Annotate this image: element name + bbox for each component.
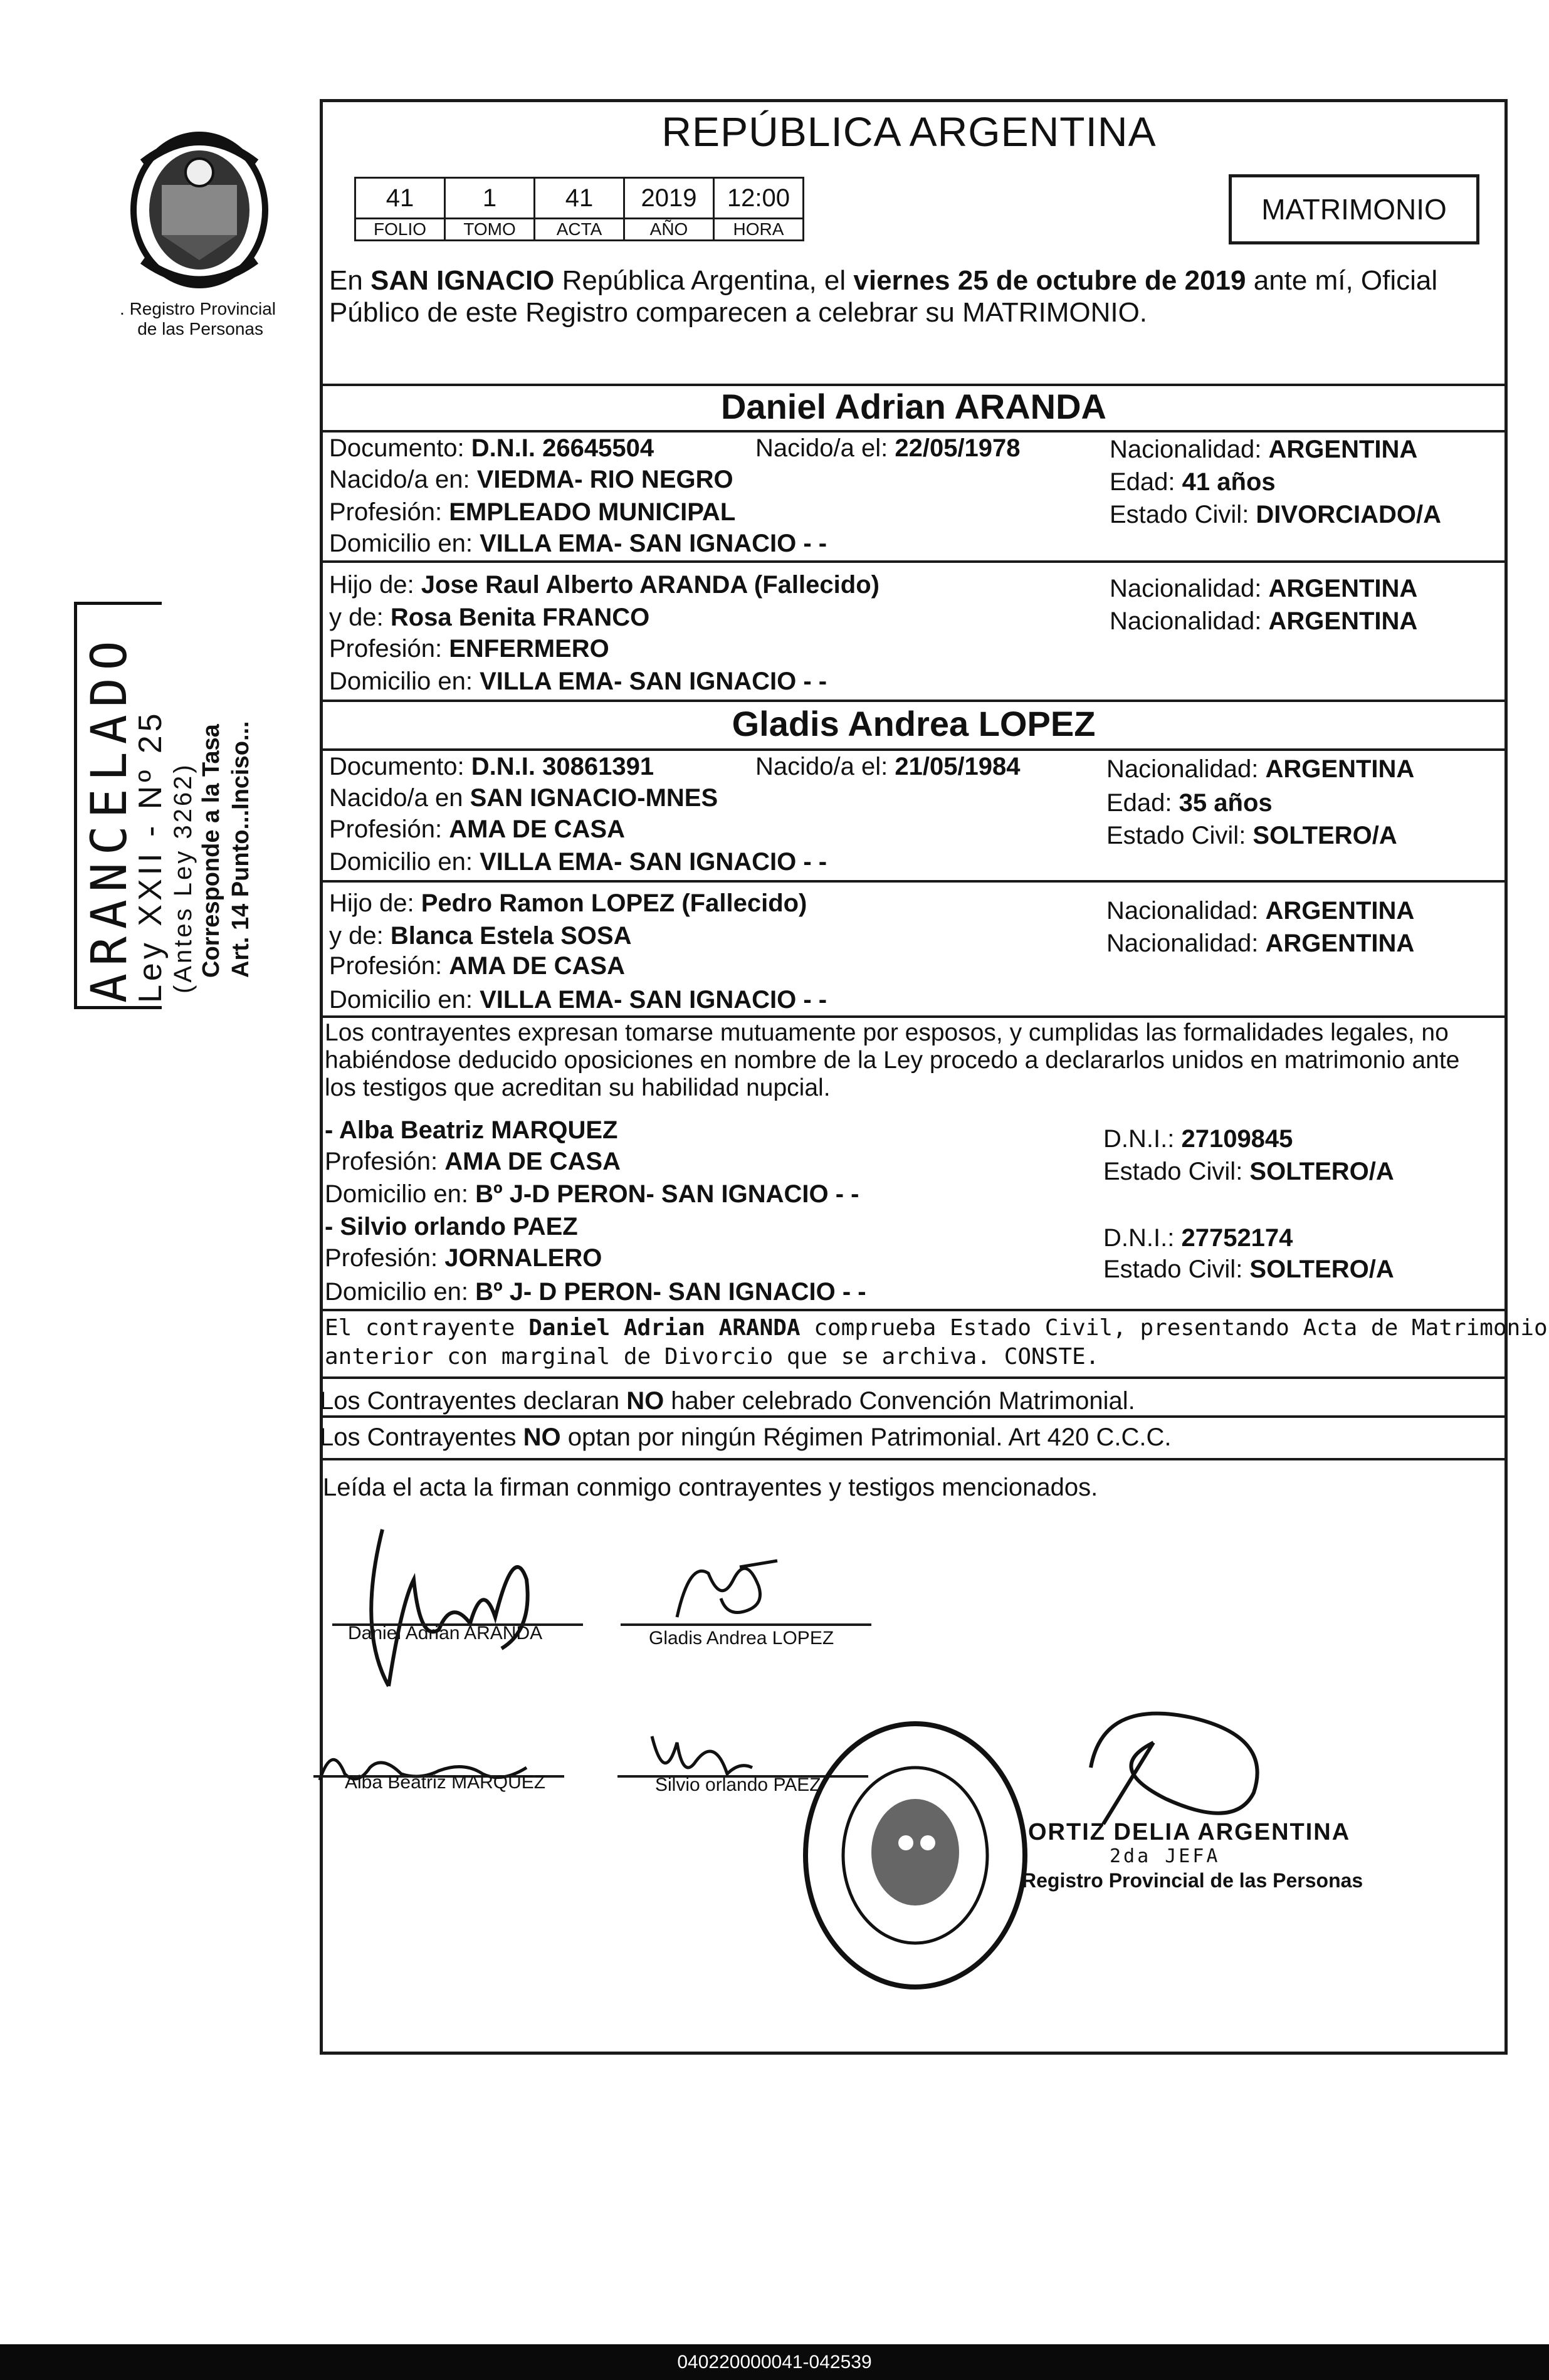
witness-1-name: - Alba Beatriz MARQUEZ [325, 1116, 618, 1144]
divider [320, 748, 1508, 751]
bride-profession: Profesión: AMA DE CASA [329, 815, 625, 843]
bride-domicile: Domicilio en: VILLA EMA- SAN IGNACIO - - [329, 848, 827, 876]
folio-label: FOLIO [355, 219, 445, 241]
declaration-line-1: Los contrayentes expresan tomarse mutuamente por esposos, y cumplidas las formalidades legales, no [325, 1019, 1449, 1046]
divider [320, 880, 1508, 883]
anio-value: 2019 [624, 178, 714, 219]
stamp-line-4: Corresponde a la Tasa [198, 724, 224, 978]
divider [320, 1458, 1508, 1460]
groom-doc: Documento: D.N.I. 26645504 [329, 434, 654, 462]
groom-father: Hijo de: Jose Raul Alberto ARANDA (Fallecido) [329, 571, 880, 599]
stamp-line-1: ARANCELADO [81, 633, 138, 1003]
signature-groom [345, 1504, 552, 1705]
acta-value: 41 [535, 178, 624, 219]
signature-label-bride: Gladis Andrea LOPEZ [649, 1628, 834, 1649]
act-type-box: MATRIMONIO [1229, 174, 1479, 244]
groom-name: Daniel Adrian ARANDA [720, 387, 1106, 426]
arancelado-stamp [74, 602, 254, 1009]
groom-age: Edad: 41 años [1110, 468, 1276, 496]
bride-parents-profession: Profesión: AMA DE CASA [329, 952, 625, 980]
tomo-label: TOMO [445, 219, 535, 241]
witness-2-dni: D.N.I.: 27752174 [1103, 1224, 1293, 1252]
groom-parents-domicile: Domicilio en: VILLA EMA- SAN IGNACIO - - [329, 668, 827, 695]
signature-label-witness-1: Alba Beatriz MARQUEZ [345, 1772, 546, 1793]
document-id: 040220000041-042539 [0, 2344, 1549, 2380]
acta-label: ACTA [535, 219, 624, 241]
official-seal [796, 1717, 1034, 1993]
bride-mother-nationality: Nacionalidad: ARGENTINA [1106, 930, 1415, 957]
bride-father: Hijo de: Pedro Ramon LOPEZ (Fallecido) [329, 889, 807, 917]
stamp-line-2: Ley XXII - Nº 25 [132, 710, 169, 1003]
witness-2-domicile: Domicilio en: Bº J- D PERON- SAN IGNACIO - - [325, 1278, 866, 1306]
stamp-line-3: (Antes Ley 3262) [169, 762, 197, 993]
signature-label-witness-2: Silvio orlando PAEZ [655, 1775, 821, 1795]
divider [320, 700, 1508, 702]
logo-caption-2: de las Personas [137, 319, 263, 338]
groom-born: Nacido/a el: 22/05/1978 [755, 434, 1021, 462]
witness-1-domicile: Domicilio en: Bº J-D PERON- SAN IGNACIO - - [325, 1180, 859, 1208]
witness-2-name: - Silvio orlando PAEZ [325, 1213, 578, 1240]
groom-mother: y de: Rosa Benita FRANCO [329, 604, 650, 631]
groom-nationality: Nacionalidad: ARGENTINA [1110, 436, 1418, 463]
bride-born: Nacido/a el: 21/05/1984 [755, 753, 1021, 780]
stamp-line-5: Art. 14 Punto...Inciso... [228, 721, 254, 978]
signature-label-groom: Daniel Adrian ARANDA [348, 1623, 543, 1643]
convention-line: Los Contrayentes declaran NO haber celebrado Convención Matrimonial. [320, 1387, 1135, 1415]
declaration-line-3: los testigos que acreditan su habilidad nupcial. [325, 1074, 831, 1101]
intro-line-1: En SAN IGNACIO República Argentina, el viernes 25 de octubre de 2019 ante mí, Oficial [329, 265, 1438, 296]
divider [320, 1376, 1508, 1379]
groom-birthplace: Nacido/a en: VIEDMA- RIO NEGRO [329, 466, 733, 493]
province-logo [124, 125, 275, 295]
divider [320, 430, 1508, 432]
hora-label: HORA [714, 219, 804, 241]
bride-parents-domicile: Domicilio en: VILLA EMA- SAN IGNACIO - - [329, 986, 827, 1014]
bride-nationality: Nacionalidad: ARGENTINA [1106, 755, 1415, 783]
bride-civil-status: Estado Civil: SOLTERO/A [1106, 822, 1397, 849]
note-line-1: El contrayente Daniel Adrian ARANDA comprueba Estado Civil, presentando Acta de Matrimonio [325, 1315, 1548, 1341]
groom-mother-nationality: Nacionalidad: ARGENTINA [1110, 607, 1418, 635]
bride-age: Edad: 35 años [1106, 789, 1273, 817]
regimen-line: Los Contrayentes NO optan por ningún Régimen Patrimonial. Art 420 C.C.C. [320, 1423, 1172, 1451]
tomo-value: 1 [445, 178, 535, 219]
divider [320, 1415, 1508, 1418]
note-line-2: anterior con marginal de Divorcio que se archiva. CONSTE. [325, 1344, 1100, 1370]
groom-father-nationality: Nacionalidad: ARGENTINA [1110, 575, 1418, 602]
bride-name: Gladis Andrea LOPEZ [732, 704, 1096, 743]
official-role: 2da JEFA [1110, 1845, 1221, 1867]
groom-parents-profession: Profesión: ENFERMERO [329, 635, 609, 663]
witness-1-civil-status: Estado Civil: SOLTERO/A [1103, 1158, 1394, 1185]
bride-birthplace: Nacido/a en SAN IGNACIO-MNES [329, 784, 718, 812]
official-name: ORTIZ DELIA ARGENTINA [1028, 1819, 1351, 1845]
logo-caption-1: . Registro Provincial [120, 299, 276, 318]
bride-doc: Documento: D.N.I. 30861391 [329, 753, 654, 780]
official-signature [1066, 1692, 1329, 1830]
witness-2-civil-status: Estado Civil: SOLTERO/A [1103, 1256, 1394, 1283]
groom-civil-status: Estado Civil: DIVORCIADO/A [1110, 501, 1441, 528]
declaration-line-2: habiéndose deducido oposiciones en nombre de la Ley procedo a declararlos unidos en matrimonio ante [325, 1047, 1460, 1074]
page-title: REPÚBLICA ARGENTINA [661, 108, 1157, 155]
folio-value: 41 [355, 178, 445, 219]
divider [320, 1309, 1508, 1311]
groom-profession: Profesión: EMPLEADO MUNICIPAL [329, 498, 736, 526]
witness-2-profession: Profesión: JORNALERO [325, 1244, 602, 1272]
closing-line: Leída el acta la firman conmigo contrayentes y testigos mencionados. [323, 1474, 1098, 1501]
witness-1-dni: D.N.I.: 27109845 [1103, 1125, 1293, 1153]
divider [320, 560, 1508, 563]
witness-1-profession: Profesión: AMA DE CASA [325, 1148, 621, 1175]
registry-table [354, 177, 804, 241]
official-office: Registro Provincial de las Personas [1022, 1869, 1363, 1892]
anio-label: AÑO [624, 219, 714, 241]
bride-father-nationality: Nacionalidad: ARGENTINA [1106, 897, 1415, 925]
divider [320, 1015, 1508, 1018]
hora-value: 12:00 [714, 178, 804, 219]
signature-bride [664, 1548, 790, 1630]
bride-mother: y de: Blanca Estela SOSA [329, 922, 632, 950]
groom-domicile: Domicilio en: VILLA EMA- SAN IGNACIO - - [329, 530, 827, 557]
intro-line-2: Público de este Registro comparecen a celebrar su MATRIMONIO. [329, 297, 1148, 328]
